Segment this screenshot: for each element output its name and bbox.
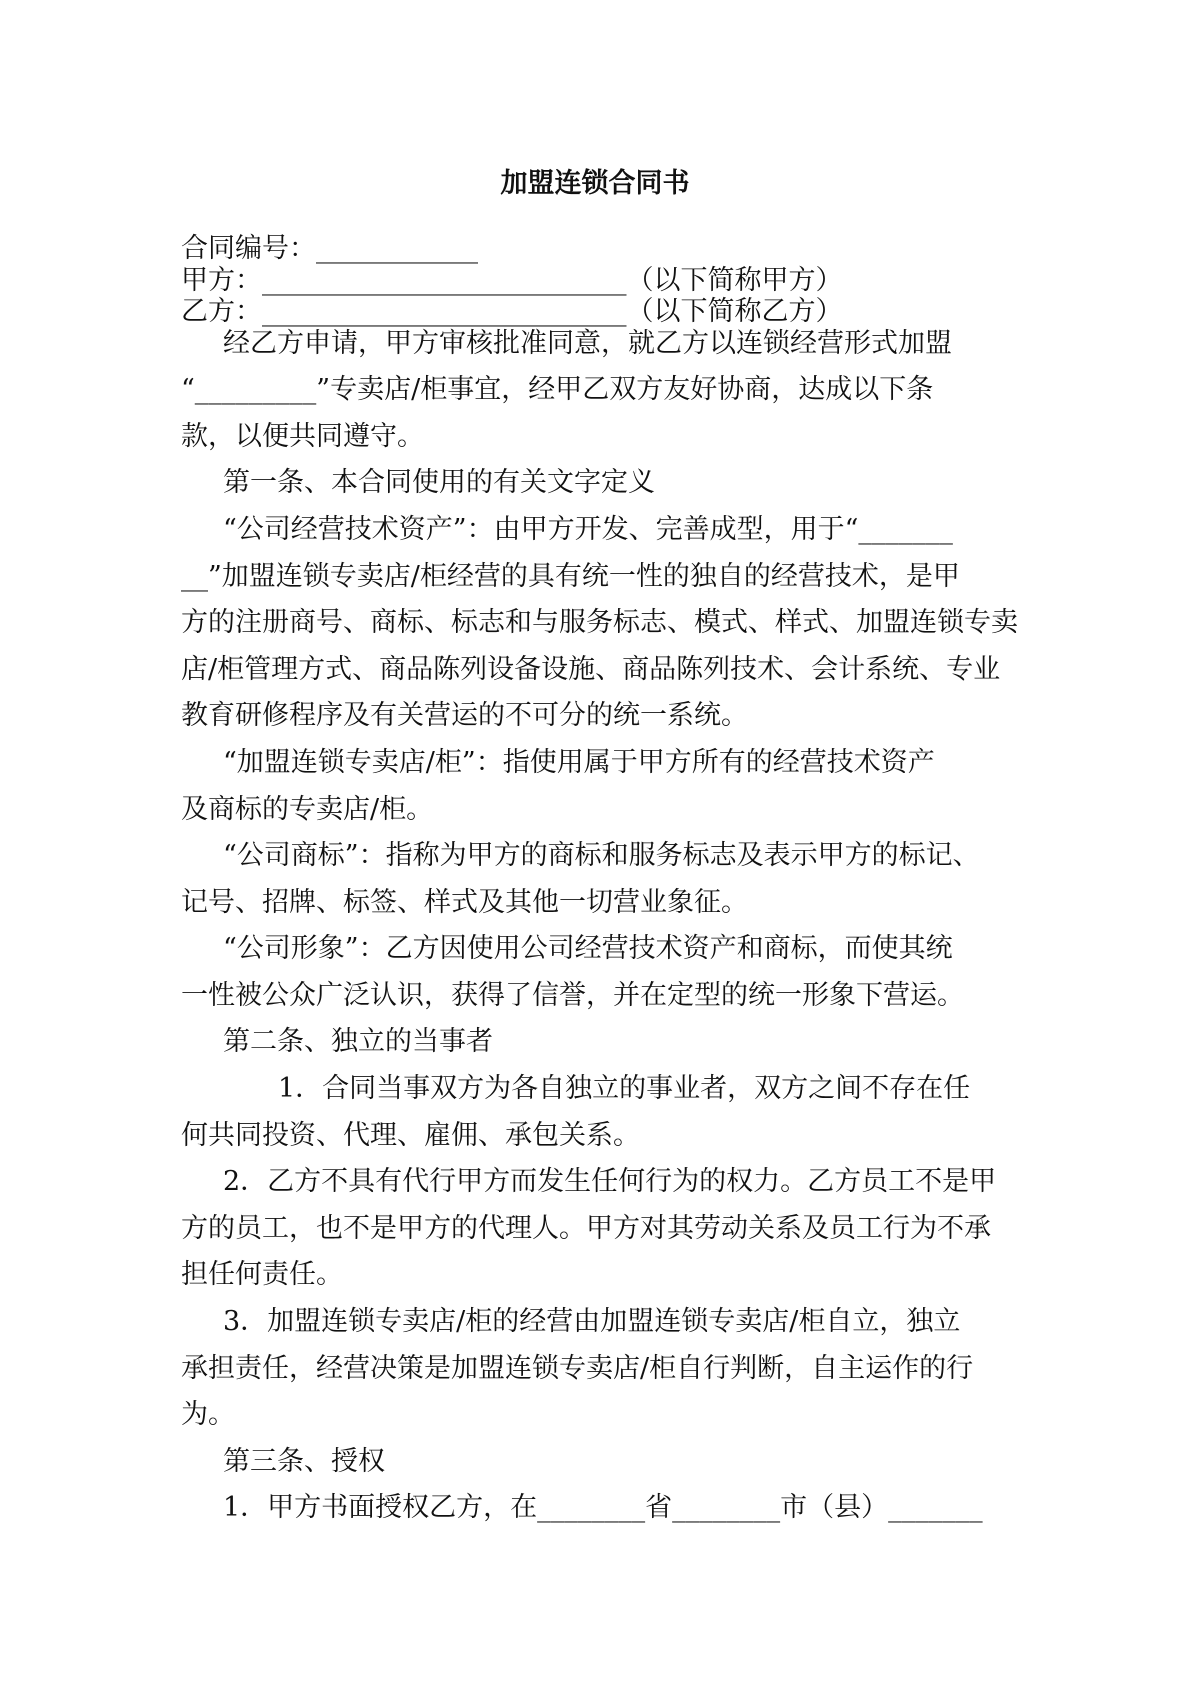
body-line: 及商标的专卖店/柜。 <box>181 794 434 825</box>
body-line: 1．合同当事双方为各自独立的事业者，双方之间不存在任 <box>278 1073 971 1104</box>
body-line: “加盟连锁专卖店/柜”：指使用属于甲方所有的经营技术资产 <box>223 747 935 778</box>
body-line: “公司形象”：乙方因使用公司经营技术资产和商标，而使其统 <box>223 933 953 964</box>
party-a-line: 甲方：___________________________（以下简称甲方） <box>181 265 843 296</box>
body-line: 方的员工，也不是甲方的代理人。甲方对其劳动关系及员工行为不承 <box>181 1213 991 1244</box>
body-line: 店/柜管理方式、商品陈列设备设施、商品陈列技术、会计系统、专业 <box>181 654 1001 685</box>
body-line: “_________”专卖店/柜事宜，经甲乙双方友好协商，达成以下条 <box>181 374 934 405</box>
article-heading: 第三条、授权 <box>223 1446 385 1477</box>
body-line: 1．甲方书面授权乙方，在________省________市（县）_______ <box>223 1492 983 1523</box>
body-line: 款，以便共同遵守。 <box>181 421 424 452</box>
article-heading: 第一条、本合同使用的有关文字定义 <box>223 467 655 498</box>
body-line: 3．加盟连锁专卖店/柜的经营由加盟连锁专卖店/柜自立，独立 <box>223 1306 961 1337</box>
party-b-line: 乙方：___________________________（以下简称乙方） <box>181 296 843 327</box>
article-heading: 第二条、独立的当事者 <box>223 1026 493 1057</box>
body-line: 承担责任，经营决策是加盟连锁专卖店/柜自行判断，自主运作的行 <box>181 1353 974 1384</box>
body-line: __”加盟连锁专卖店/柜经营的具有统一性的独自的经营技术，是甲 <box>181 561 960 592</box>
body-line: 2．乙方不具有代行甲方而发生任何行为的权力。乙方员工不是甲 <box>223 1166 997 1197</box>
document-title: 加盟连锁合同书 <box>500 168 690 199</box>
contract-number-line: 合同编号：____________ <box>181 233 478 264</box>
body-line: 何共同投资、代理、雇佣、承包关系。 <box>181 1120 640 1151</box>
body-line: 经乙方申请，甲方审核批准同意，就乙方以连锁经营形式加盟 <box>223 328 952 359</box>
body-line: 为。 <box>181 1399 235 1430</box>
body-line: 方的注册商号、商标、标志和与服务标志、模式、样式、加盟连锁专卖 <box>181 607 1018 638</box>
body-line: 记号、招牌、标签、样式及其他一切营业象征。 <box>181 887 748 918</box>
body-line: 教育研修程序及有关营运的不可分的统一系统。 <box>181 700 748 731</box>
body-line: 担任何责任。 <box>181 1259 343 1290</box>
body-line: 一性被公众广泛认识，获得了信誉，并在定型的统一形象下营运。 <box>181 980 964 1011</box>
body-line: “公司经营技术资产”：由甲方开发、完善成型，用于“_______ <box>223 514 953 545</box>
body-line: “公司商标”：指称为甲方的商标和服务标志及表示甲方的标记、 <box>223 840 980 871</box>
